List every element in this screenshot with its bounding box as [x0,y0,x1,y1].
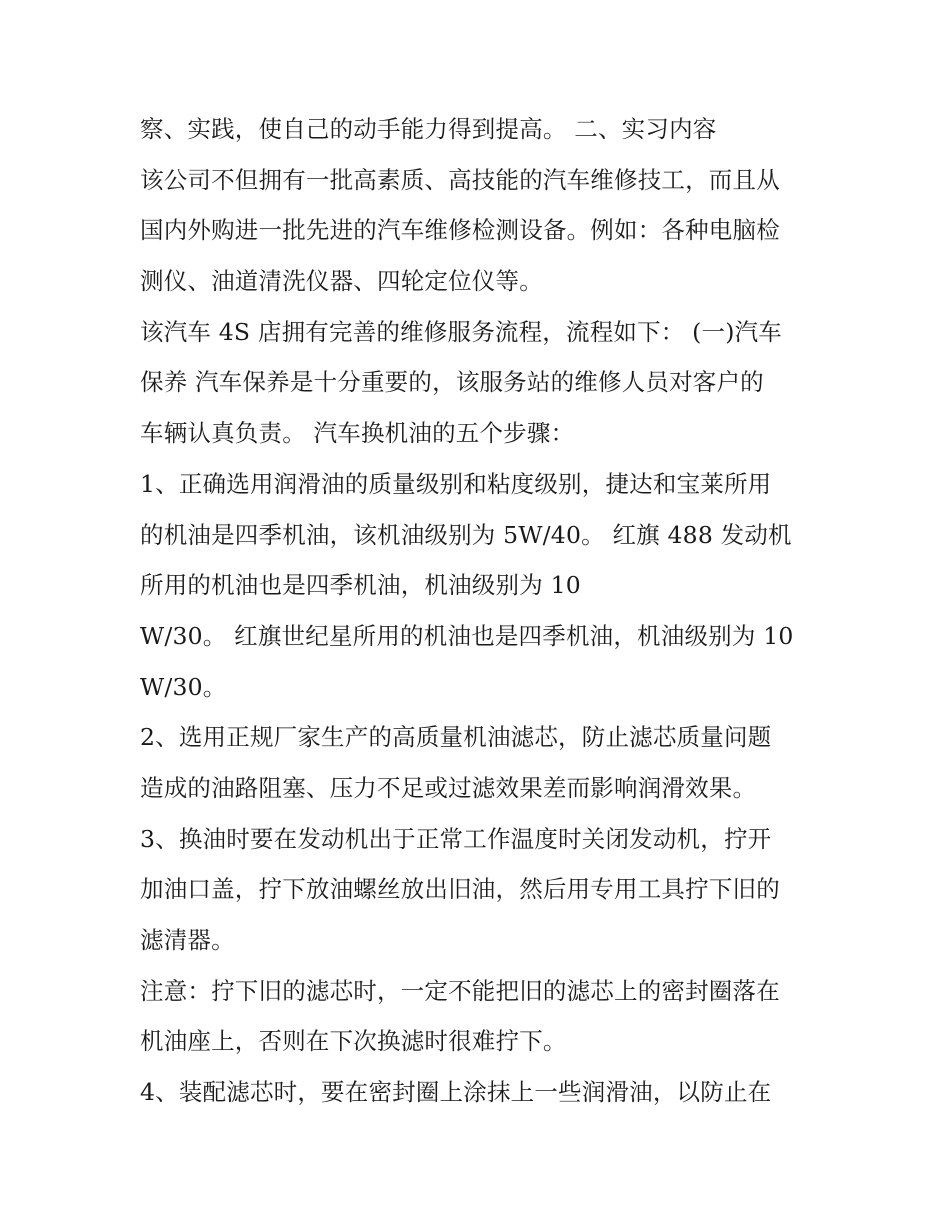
text-line: 察、实践，使自己的动手能力得到提高。 二、实习内容 [140,115,717,143]
text-line: 注意：拧下旧的滤芯时，一定不能把旧的滤芯上的密封圈落在 [140,976,780,1005]
text-line: 机油座上，否则在下次换滤时很难拧下。 [140,1027,567,1056]
text-line: 保养 汽车保养是十分重要的，该服务站的维修人员对客户的 [140,368,764,397]
text-line: 的机油是四季机油，该机油级别为 5W/40。 红旗 488 发动机 [140,520,792,549]
body-text [140,104,830,1118]
text-line: 国内外购进一批先进的汽车维修检测设备。例如：各种电脑检 [140,216,780,245]
text-line: 车辆认真负责。 汽车换机油的五个步骤： [140,419,575,448]
text-line: W/30。 [140,672,227,701]
text-line: 4、装配滤芯时，要在密封圈上涂抹上一些润滑油，以防止在 [140,1078,772,1107]
text-line: 所用的机油也是四季机油，机油级别为 10 [140,571,581,600]
text-line: 该汽车 4S 店拥有完善的维修服务流程，流程如下： (一)汽车 [140,317,782,346]
text-line: 3、换油时要在发动机出于正常工作温度时关闭发动机，拧开 [140,824,772,853]
text-line: 造成的油路阻塞、压力不足或过滤效果差而影响润滑效果。 [140,773,757,802]
text-line: 滤清器。 [140,926,235,954]
text-line: W/30。 红旗世纪星所用的机油也是四季机油，机油级别为 10 [140,621,794,650]
text-line: 测仪、油道清洗仪器、四轮定位仪等。 [140,267,543,296]
text-line: 该公司不但拥有一批高素质、高技能的汽车维修技工，而且从 [140,165,780,194]
text-line: 1、正确选用润滑油的质量级别和粘度级别，捷达和宝莱所用 [140,469,772,498]
text-line: 2、选用正规厂家生产的高质量机油滤芯，防止滤芯质量问题 [140,723,772,752]
text-line: 加油口盖，拧下放油螺丝放出旧油，然后用专用工具拧下旧的 [140,875,780,904]
